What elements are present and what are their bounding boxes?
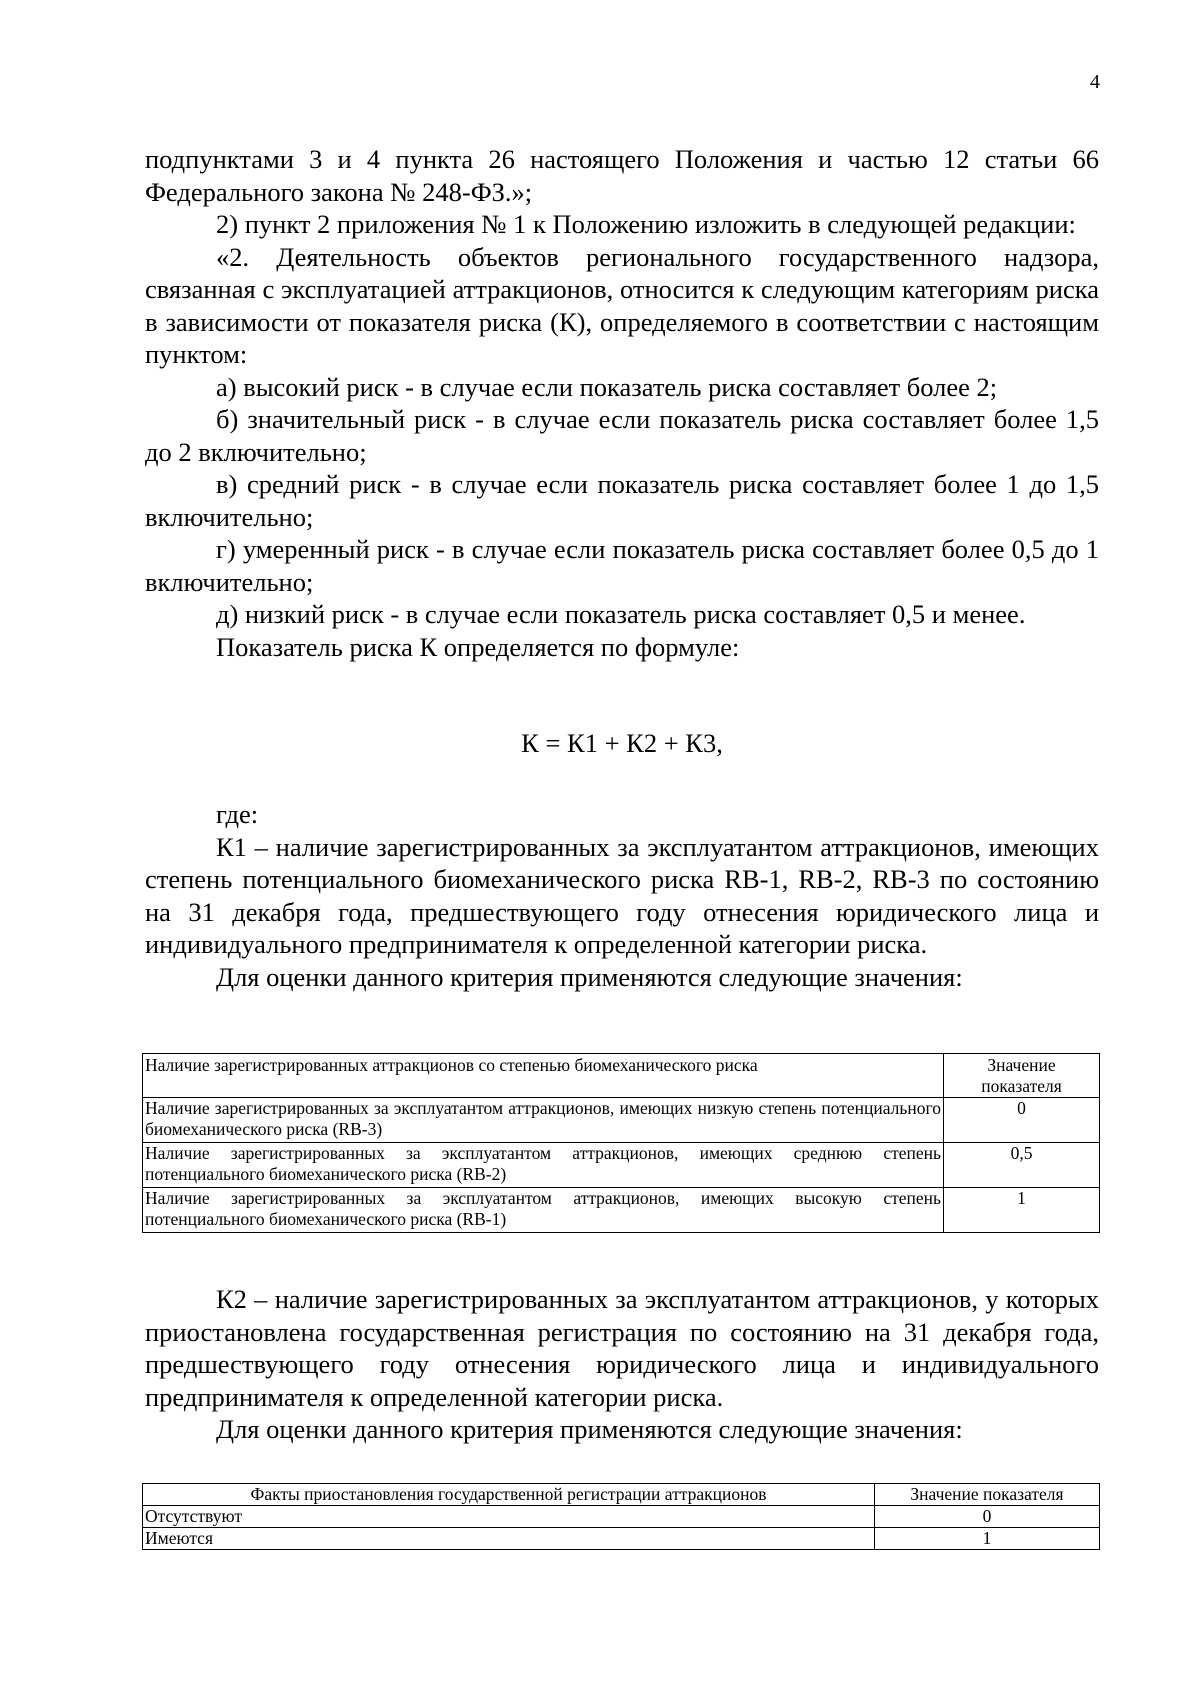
table-header-row bbox=[143, 1484, 1100, 1506]
paragraph-risk-high: а) высокий риск - в случае если показатель риска составляет более 2; bbox=[216, 371, 998, 402]
k1-values-table bbox=[142, 1053, 1100, 1233]
table-row bbox=[143, 1143, 1100, 1188]
table-cell-value: 0 bbox=[944, 1098, 1100, 1143]
table-header-cell: Наличие зарегистрированных аттракционов со степенью биомеханического риска bbox=[143, 1054, 944, 1098]
paragraph-k1-definition: К1 – наличие зарегистрированных за эксплуатантом аттракционов, имеющих степень потенциального биомеханического риска RB-1, RB-2, RB-3 по состоянию на 31 декабря года, предшествующего году отнесения юридического лица и индивидуального предпринимателя к определенной категории риска. bbox=[145, 831, 1099, 959]
table-cell-criterion: Наличие зарегистрированных за эксплуатантом аттракционов, имеющих среднюю степень потенциального биомеханического риска (RB-2) bbox=[143, 1143, 944, 1188]
table-cell-value: 1 bbox=[875, 1528, 1100, 1550]
table-header-row bbox=[143, 1054, 1100, 1098]
table-cell-criterion: Наличие зарегистрированных за эксплуатантом аттракционов, имеющих высокую степень потенциального биомеханического риска (RB-1) bbox=[143, 1188, 944, 1233]
table-row bbox=[143, 1188, 1100, 1233]
paragraph-clause-2: «2. Деятельность объектов регионального государственного надзора, связанная с эксплуатацией аттракционов, относится к следующим категориям риска в зависимости от показателя риска (К), определяемого в соответствии с настоящим пунктом: bbox=[145, 241, 1099, 369]
table-cell-criterion: Отсутствуют bbox=[143, 1506, 875, 1528]
table-row bbox=[143, 1506, 1100, 1528]
paragraph-formula-intro: Показатель риска К определяется по формуле: bbox=[216, 631, 740, 662]
table-header-cell: Значение показателя bbox=[875, 1484, 1100, 1506]
paragraph-continuation: подпунктами 3 и 4 пункта 26 настоящего Положения и частью 12 статьи 66 Федерального закона № 248-ФЗ.»; bbox=[145, 144, 1099, 207]
text-block-intro bbox=[145, 143, 1099, 663]
paragraph-risk-moderate: г) умеренный риск - в случае если показатель риска составляет более 0,5 до 1 включительно; bbox=[145, 534, 1099, 597]
paragraph-where: где: bbox=[216, 799, 259, 829]
table-cell-value: 0 bbox=[875, 1506, 1100, 1528]
page-number: 4 bbox=[1090, 71, 1100, 93]
paragraph-k1-values-intro: Для оценки данного критерия применяются следующие значения: bbox=[216, 961, 963, 992]
table-row bbox=[143, 1528, 1100, 1550]
table-cell-criterion: Наличие зарегистрированных за эксплуатантом аттракционов, имеющих низкую степень потенциального биомеханического риска (RB-3) bbox=[143, 1098, 944, 1143]
table-header-cell: Факты приостановления государственной регистрации аттракционов bbox=[143, 1484, 875, 1506]
paragraph-k2-definition: К2 – наличие зарегистрированных за эксплуатантом аттракционов, у которых приостановлена государственная регистрация по состоянию на 31 декабря года, предшествующего году отнесения юридического лица и индивидуального предпринимателя к определенной категории риска. bbox=[145, 1284, 1099, 1412]
k2-values-table bbox=[142, 1483, 1100, 1550]
risk-formula: К = К1 + К2 + К3, bbox=[521, 728, 723, 758]
text-block-k2 bbox=[145, 1283, 1099, 1446]
paragraph-item-2: 2) пункт 2 приложения № 1 к Положению изложить в следующей редакции: bbox=[216, 209, 1076, 239]
table-header-cell: Значение показателя bbox=[944, 1054, 1100, 1098]
table-row bbox=[143, 1098, 1100, 1143]
paragraph-k2-values-intro: Для оценки данного критерия применяются следующие значения: bbox=[216, 1414, 963, 1444]
text-block-k1 bbox=[145, 798, 1099, 993]
table-cell-value: 0,5 bbox=[944, 1143, 1100, 1188]
paragraph-risk-medium: в) средний риск - в случае если показатель риска составляет более 1 до 1,5 включительно; bbox=[145, 469, 1099, 532]
table-cell-value: 1 bbox=[944, 1188, 1100, 1233]
table-cell-criterion: Имеются bbox=[143, 1528, 875, 1550]
paragraph-risk-low: д) низкий риск - в случае если показатель риска составляет 0,5 и менее. bbox=[216, 599, 1026, 629]
paragraph-risk-significant: б) значительный риск - в случае если показатель риска составляет более 1,5 до 2 включительно; bbox=[145, 404, 1099, 467]
